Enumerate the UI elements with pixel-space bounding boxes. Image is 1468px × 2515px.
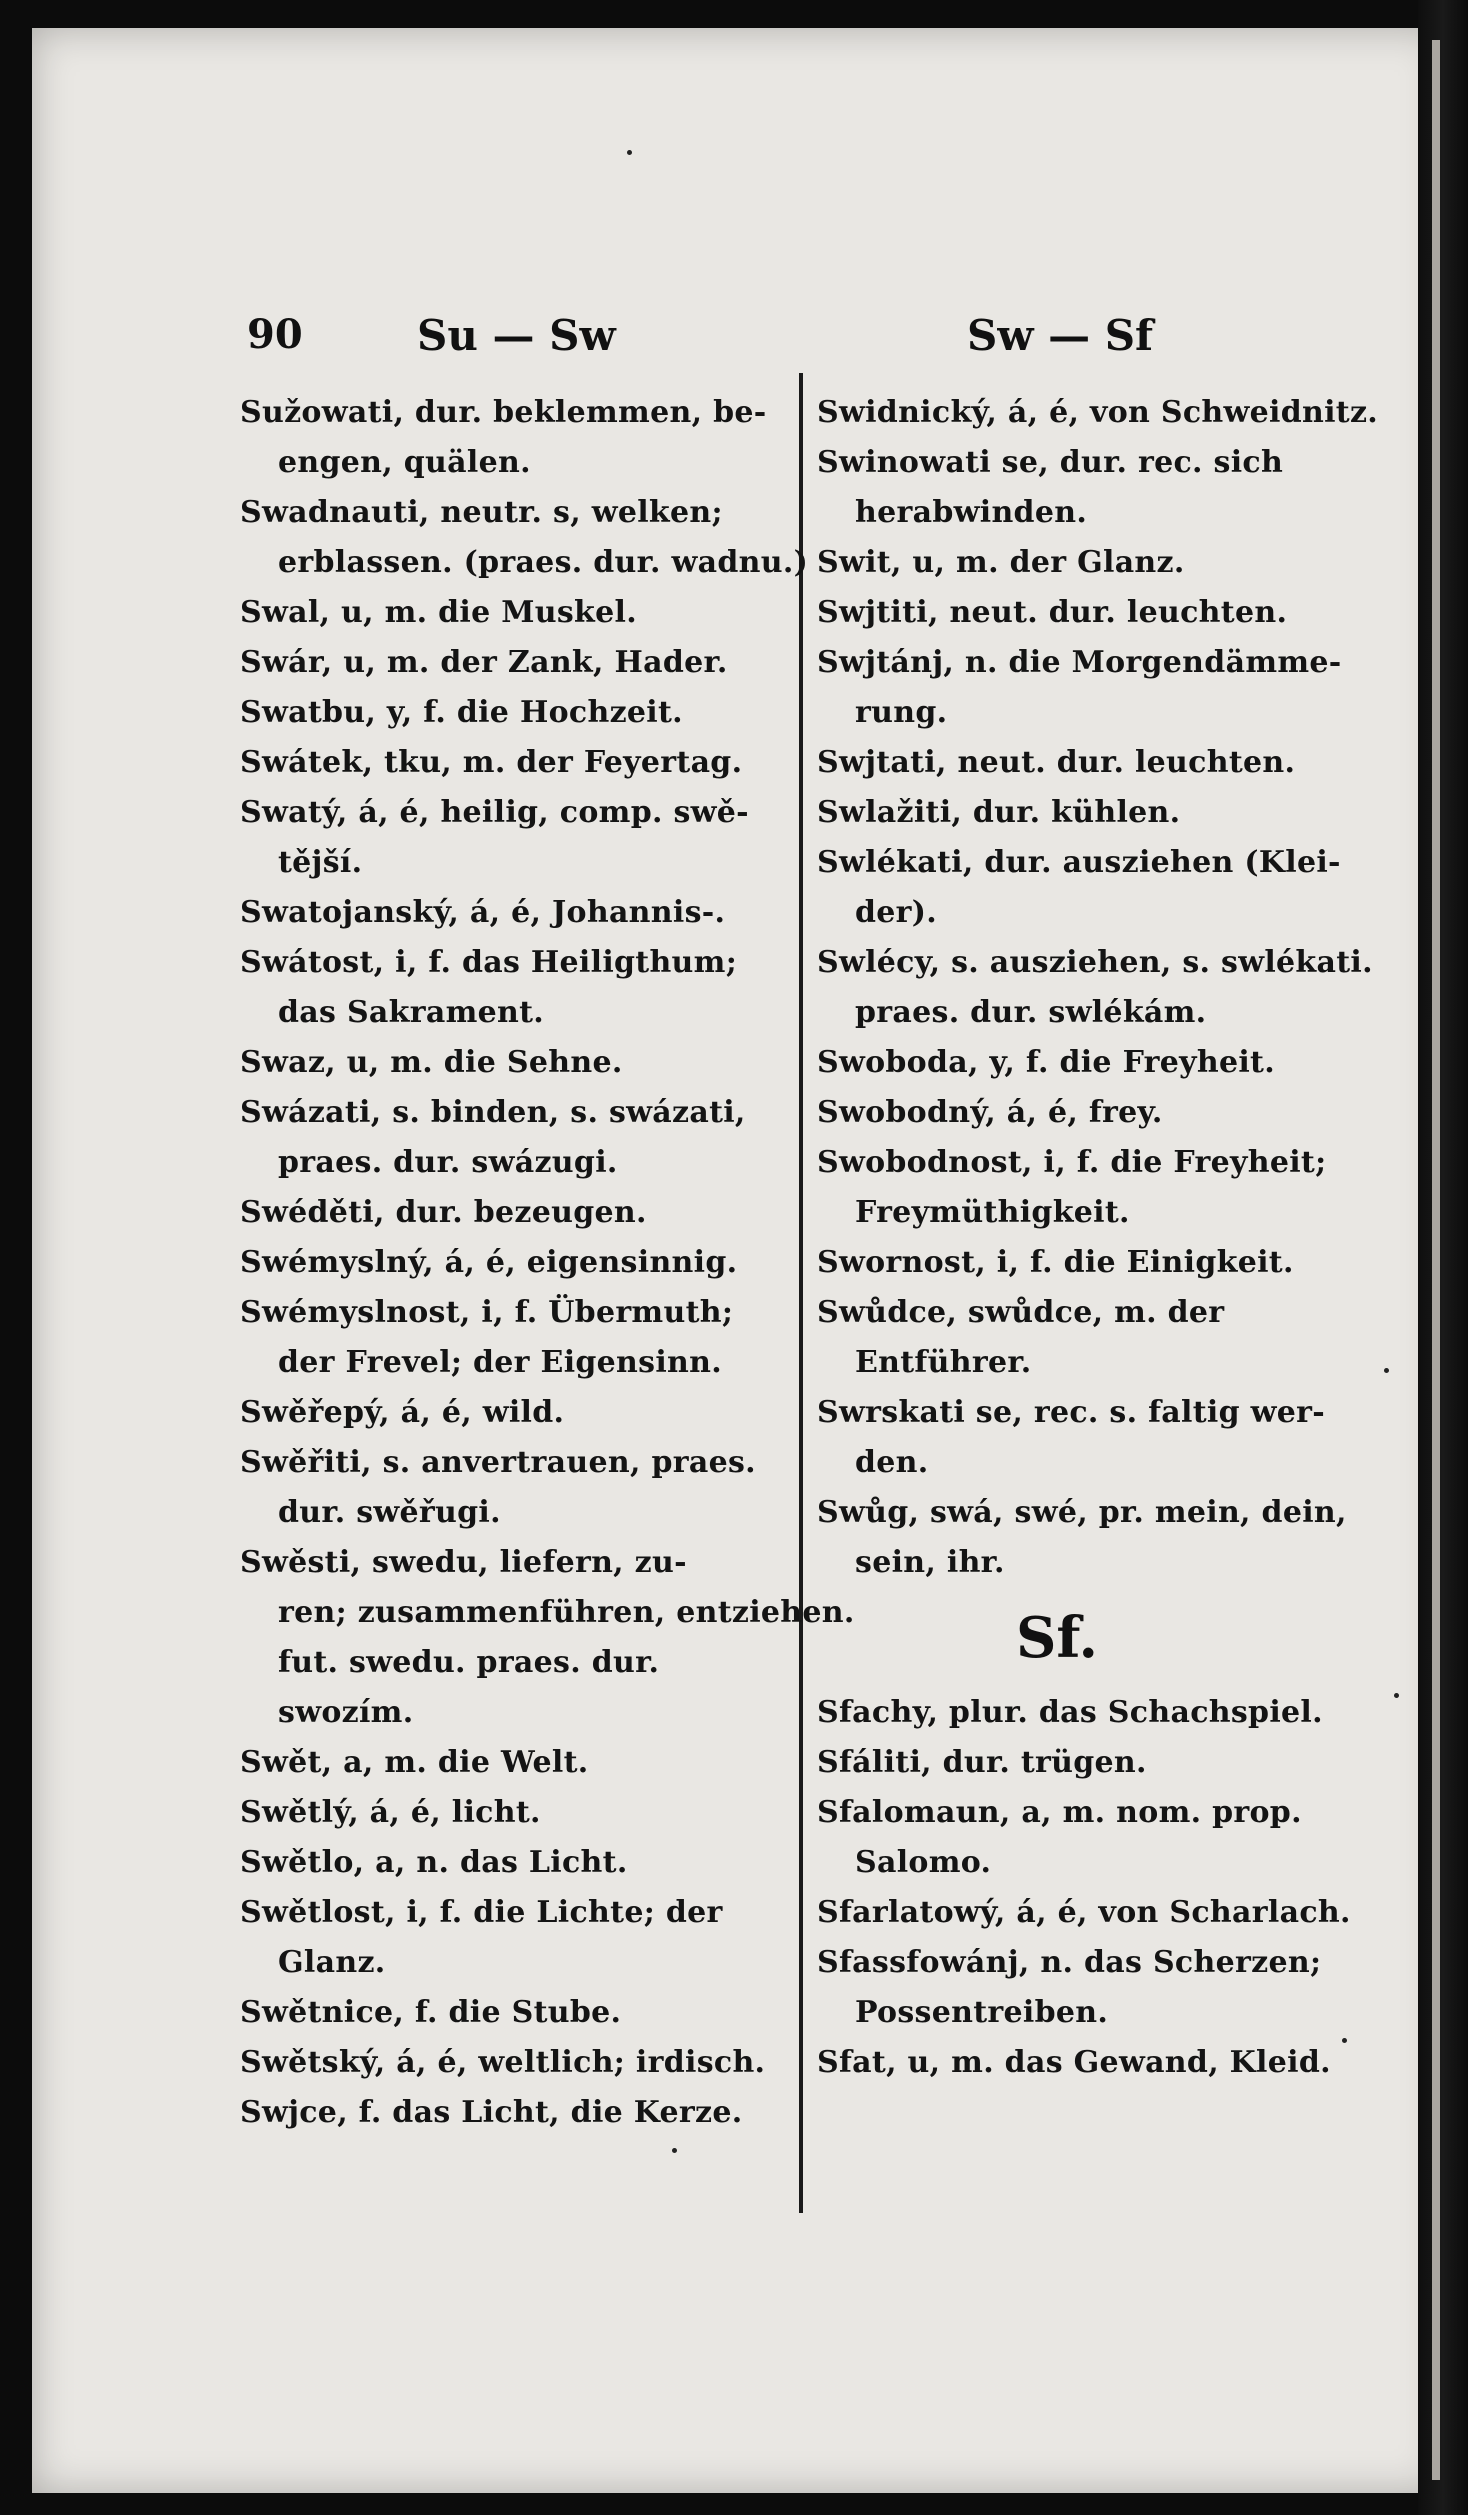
dictionary-entry: Swěsti, swedu, liefern, zu-: [240, 1545, 687, 1580]
ink-speck: [672, 2148, 677, 2153]
entry-continuation: den.: [855, 1445, 929, 1480]
running-head-left: Su — Sw: [417, 311, 616, 360]
entry-continuation: praes. dur. swázugi.: [278, 1145, 618, 1180]
entry-continuation: sein, ihr.: [855, 1545, 1005, 1580]
section-heading: Sf.: [1015, 1605, 1099, 1671]
dictionary-entry: Swobodný, á, é, frey.: [817, 1095, 1163, 1130]
dictionary-entry: Sfáliti, dur. trügen.: [817, 1745, 1147, 1780]
dictionary-entry: Swatojanský, á, é, Johannis-.: [240, 895, 726, 930]
dictionary-entry: Sfarlatowý, á, é, von Scharlach.: [817, 1895, 1351, 1930]
dictionary-entry: Swár, u, m. der Zank, Hader.: [240, 645, 728, 680]
entry-continuation: herabwinden.: [855, 495, 1088, 530]
dictionary-entry: Swlékati, dur. ausziehen (Klei-: [817, 845, 1341, 880]
dictionary-entry: Swjtiti, neut. dur. leuchten.: [817, 595, 1288, 630]
dictionary-entry: Swéděti, dur. bezeugen.: [240, 1195, 647, 1230]
dictionary-entry: Swátost, i, f. das Heiligthum;: [240, 945, 738, 980]
page-number: 90: [247, 311, 303, 358]
dictionary-entry: Swjtati, neut. dur. leuchten.: [817, 745, 1296, 780]
entry-continuation: Glanz.: [278, 1945, 386, 1980]
entry-continuation: ren; zusammenführen, entziehen.: [278, 1595, 855, 1630]
dictionary-entry: Swinowati se, dur. rec. sich: [817, 445, 1284, 480]
entry-continuation: Entführer.: [855, 1345, 1032, 1380]
entry-continuation: Salomo.: [855, 1845, 992, 1880]
dictionary-entry: Swlažiti, dur. kühlen.: [817, 795, 1181, 830]
dictionary-entry: Swoboda, y, f. die Freyheit.: [817, 1045, 1275, 1080]
dictionary-entry: Swal, u, m. die Muskel.: [240, 595, 637, 630]
entry-continuation: dur. swěřugi.: [278, 1495, 501, 1530]
dictionary-entry: Sfalomaun, a, m. nom. prop.: [817, 1795, 1302, 1830]
dictionary-entry: Swůdce, swůdce, m. der: [817, 1295, 1225, 1330]
dictionary-entry: Swjtánj, n. die Morgendämme-: [817, 645, 1342, 680]
dictionary-entry: Swobodnost, i, f. die Freyheit;: [817, 1145, 1327, 1180]
dictionary-entry: Swětlý, á, é, licht.: [240, 1795, 541, 1830]
dictionary-entry: Sfachy, plur. das Schachspiel.: [817, 1695, 1323, 1730]
entry-continuation: das Sakrament.: [278, 995, 545, 1030]
entry-continuation: Possentreiben.: [855, 1995, 1109, 2030]
book-page: [32, 28, 1442, 2493]
dictionary-entry: Swaz, u, m. die Sehne.: [240, 1045, 623, 1080]
dictionary-entry: Sfassfowánj, n. das Scherzen;: [817, 1945, 1322, 1980]
dictionary-entry: Swidnický, á, é, von Schweidnitz.: [817, 395, 1379, 430]
dictionary-entry: Sužowati, dur. beklemmen, be-: [240, 395, 767, 430]
dictionary-entry: Swět, a, m. die Welt.: [240, 1745, 589, 1780]
dictionary-entry: Swátek, tku, m. der Feyertag.: [240, 745, 743, 780]
page-edge-strip: [1432, 40, 1440, 2480]
entry-continuation: erblassen. (praes. dur. wadnu.): [278, 545, 809, 580]
dictionary-entry: Swětlost, i, f. die Lichte; der: [240, 1895, 723, 1930]
binding-edge: [1418, 0, 1468, 2515]
dictionary-entry: Swémyslnost, i, f. Übermuth;: [240, 1295, 734, 1330]
dictionary-entry: Swatý, á, é, heilig, comp. swě-: [240, 795, 749, 830]
left-column: [240, 388, 855, 2138]
dictionary-entry: Sfat, u, m. das Gewand, Kleid.: [817, 2045, 1331, 2080]
right-column: [817, 388, 1379, 2088]
dictionary-entry: Swětlo, a, n. das Licht.: [240, 1845, 628, 1880]
entry-continuation: praes. dur. swlékám.: [855, 995, 1207, 1030]
dictionary-entry: Swázati, s. binden, s. swázati,: [240, 1095, 746, 1130]
dictionary-entry: Swit, u, m. der Glanz.: [817, 545, 1185, 580]
dictionary-entry: Swěřepý, á, é, wild.: [240, 1395, 565, 1430]
running-head-right: Sw — Sf: [967, 311, 1154, 360]
dictionary-entry: Swůg, swá, swé, pr. mein, dein,: [817, 1495, 1347, 1530]
entry-continuation: der).: [855, 895, 938, 930]
entry-continuation: engen, quälen.: [278, 445, 531, 480]
entry-continuation: rung.: [855, 695, 948, 730]
ink-speck: [1384, 1368, 1389, 1373]
dictionary-entry: Swatbu, y, f. die Hochzeit.: [240, 695, 683, 730]
dictionary-entry: Swornost, i, f. die Einigkeit.: [817, 1245, 1294, 1280]
entry-continuation: fut. swedu. praes. dur.: [278, 1645, 660, 1680]
dictionary-entry: Swémyslný, á, é, eigensinnig.: [240, 1245, 738, 1280]
dictionary-entry: Swěřiti, s. anvertrauen, praes.: [240, 1445, 756, 1480]
dictionary-entry: Swětnice, f. die Stube.: [240, 1995, 622, 2030]
dictionary-entry: Swětský, á, é, weltlich; irdisch.: [240, 2045, 766, 2080]
ink-speck: [1394, 1693, 1399, 1698]
entry-continuation: der Frevel; der Eigensinn.: [278, 1345, 723, 1380]
dictionary-entry: Swlécy, s. ausziehen, s. swlékati.: [817, 945, 1373, 980]
entry-continuation: Freymüthigkeit.: [855, 1195, 1130, 1230]
dictionary-entry: Swrskati se, rec. s. faltig wer-: [817, 1395, 1325, 1430]
ink-speck: [627, 150, 632, 155]
entry-continuation: tější.: [278, 845, 363, 880]
column-divider: [799, 373, 803, 2213]
dictionary-entry: Swjce, f. das Licht, die Kerze.: [240, 2095, 743, 2130]
entry-continuation: swozím.: [278, 1695, 414, 1730]
dictionary-entry: Swadnauti, neutr. s, welken;: [240, 495, 723, 530]
